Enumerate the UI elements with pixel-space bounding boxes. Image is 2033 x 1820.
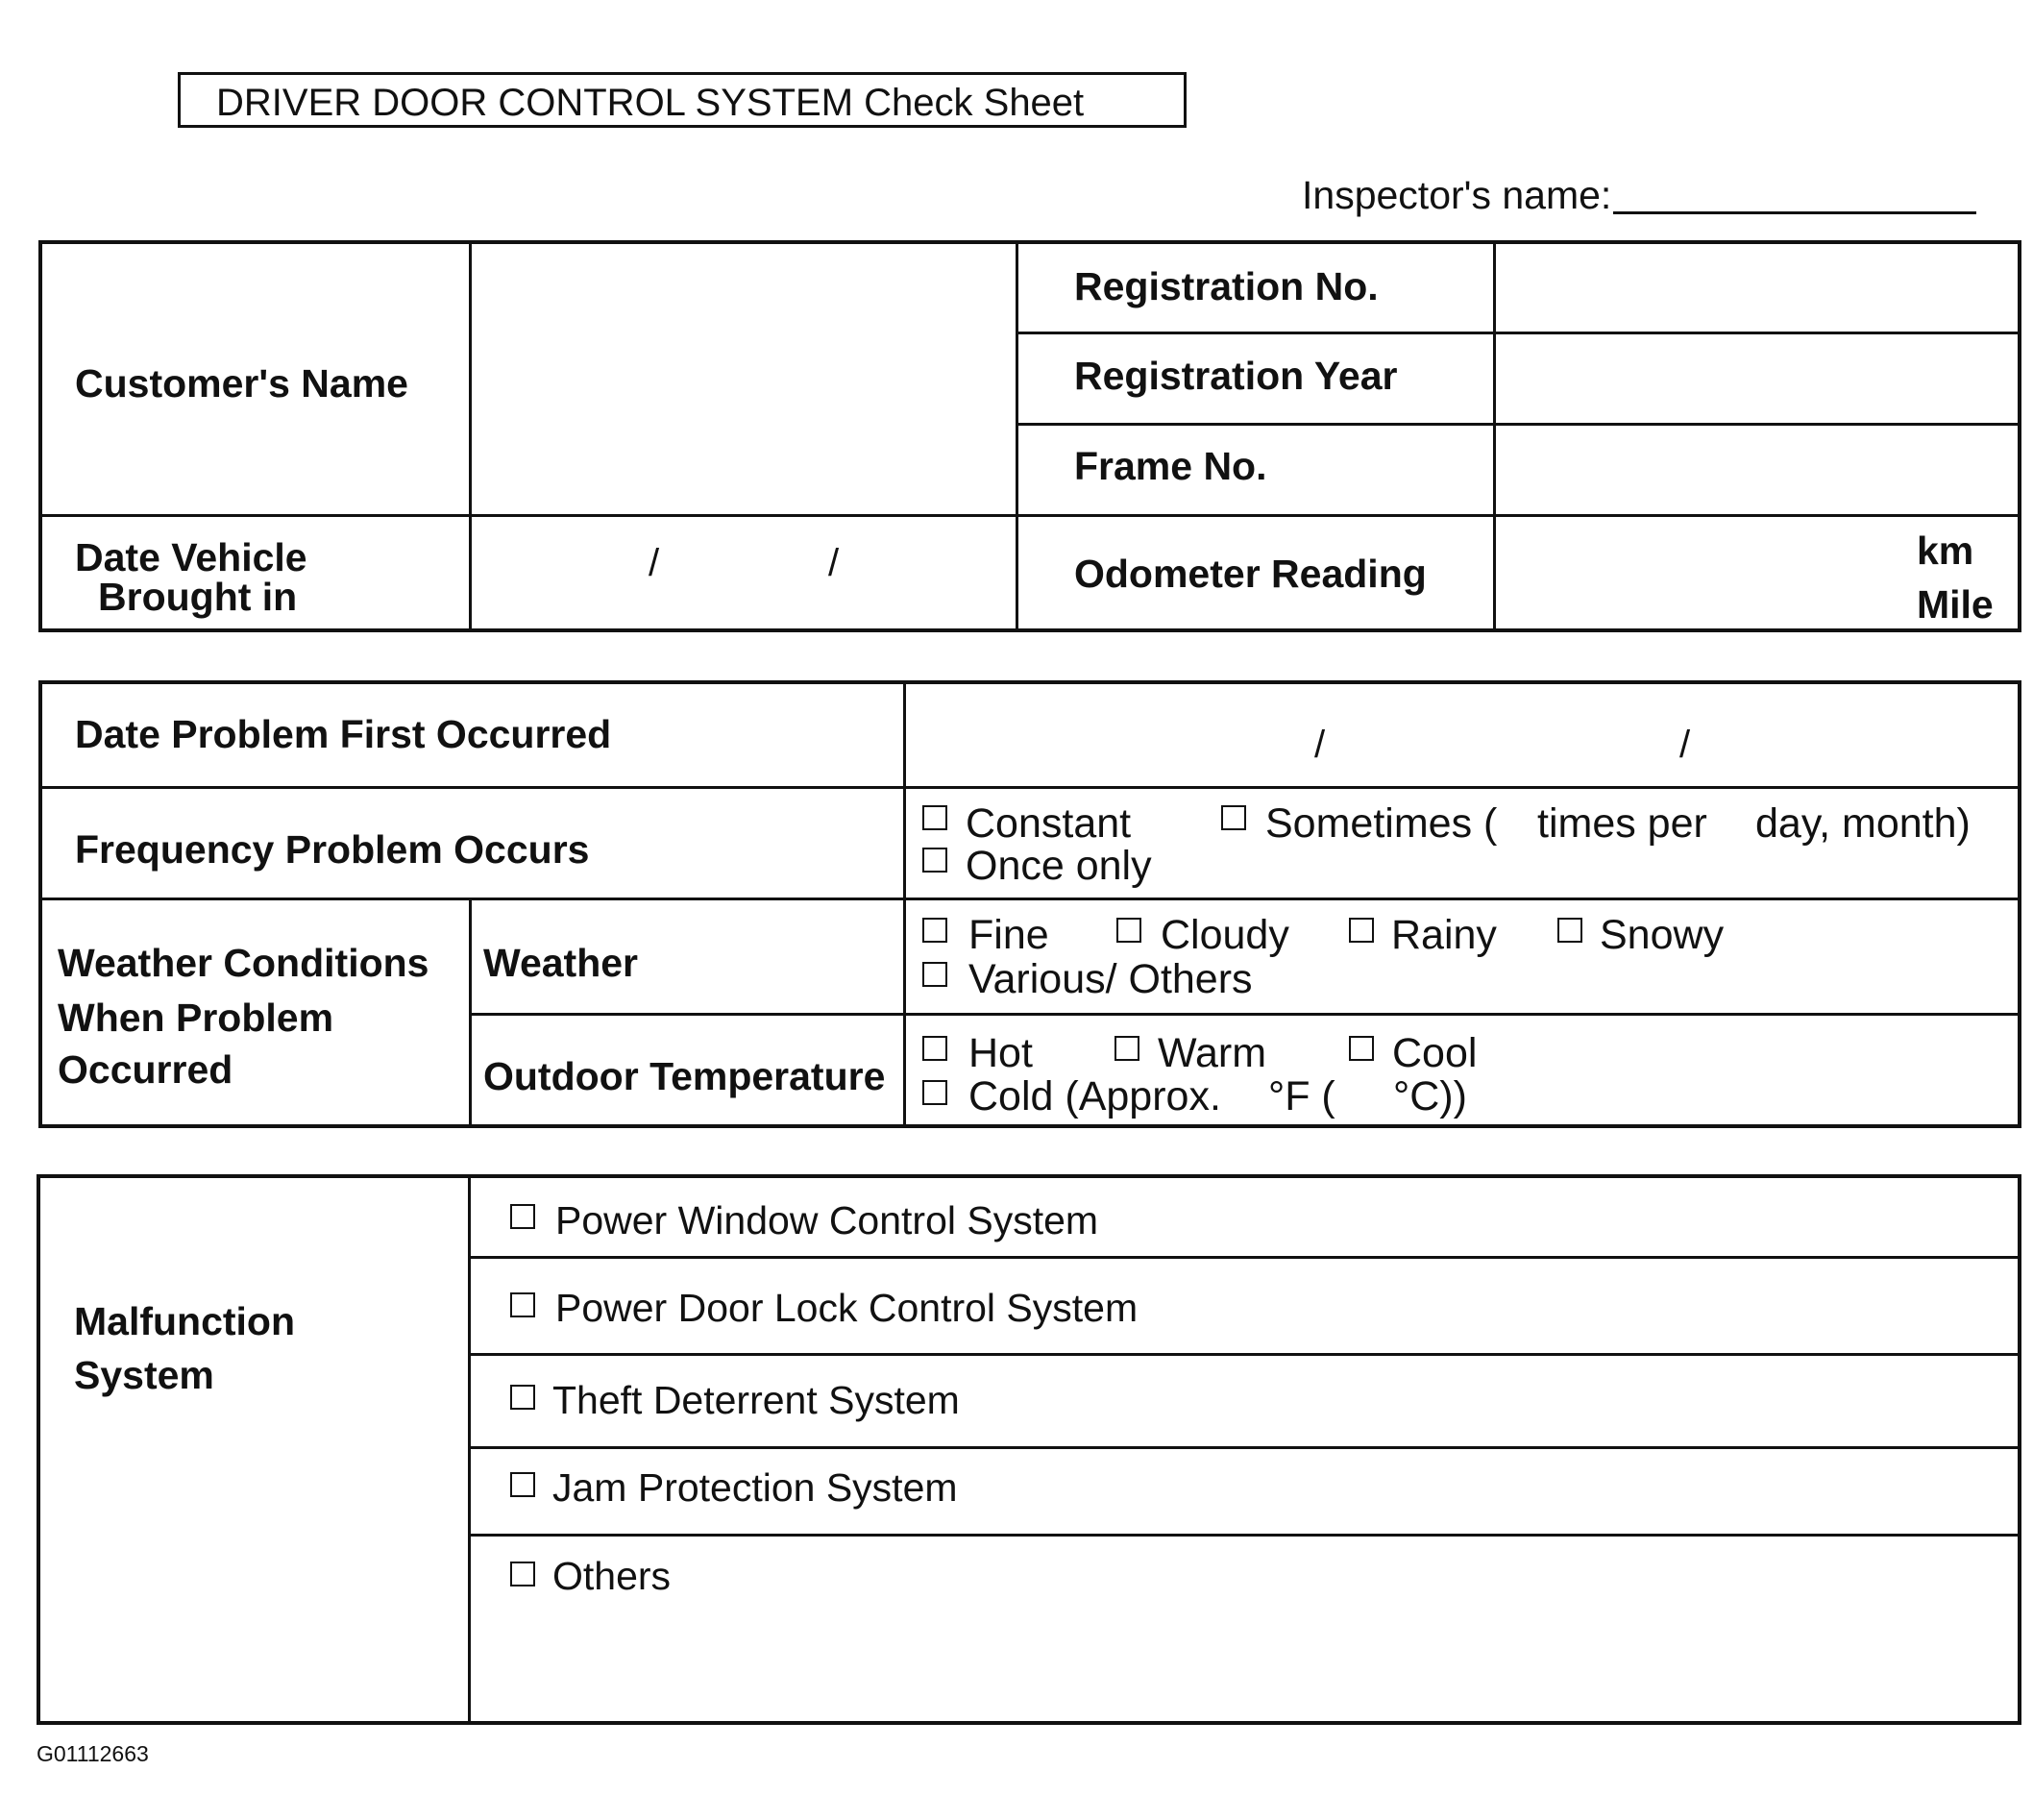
registration-no-field[interactable]: [1497, 244, 2018, 331]
weather-conditions-label-line3: Occurred: [58, 1047, 233, 1092]
power-window-option-label: Power Window Control System: [555, 1198, 1099, 1242]
date-brought-in-label-line1: Date Vehicle: [75, 535, 307, 579]
frame-no-label: Frame No.: [1074, 444, 1267, 488]
sheet-title-box: [178, 72, 1187, 128]
fine-option-label: Fine: [968, 912, 1049, 958]
constant-option-label: Constant: [966, 800, 1132, 847]
various-others-checkbox[interactable]: [922, 962, 947, 987]
weather-conditions-label-line1: Weather Conditions: [58, 941, 429, 985]
times-per-label: times per: [1537, 800, 1707, 847]
inspector-name-field[interactable]: [1613, 211, 1976, 214]
inspector-name-label: Inspector's name:: [1302, 173, 1612, 217]
power-door-lock-option-label: Power Door Lock Control System: [555, 1286, 1139, 1330]
malfunction-label-line1: Malfunction: [74, 1299, 296, 1343]
customers-name-label: Customer's Name: [75, 361, 408, 406]
odometer-reading-label: Odometer Reading: [1074, 552, 1427, 596]
once-only-option-label: Once only: [966, 843, 1152, 889]
date-separator: /: [649, 542, 660, 584]
sometimes-option-label: Sometimes (: [1265, 800, 1498, 847]
registration-no-label: Registration No.: [1074, 264, 1379, 308]
malfunction-label-line2: System: [74, 1353, 214, 1397]
cool-option-label: Cool: [1392, 1030, 1478, 1076]
hot-checkbox[interactable]: [922, 1036, 947, 1061]
cold-option-label: Cold (Approx.: [968, 1073, 1221, 1119]
cloudy-option-label: Cloudy: [1161, 912, 1289, 958]
others-description-field[interactable]: [472, 1610, 2017, 1721]
power-window-checkbox[interactable]: [510, 1204, 535, 1229]
registration-year-label: Registration Year: [1074, 354, 1398, 398]
weather-label: Weather: [483, 941, 639, 985]
jam-protection-checkbox[interactable]: [510, 1472, 535, 1497]
rainy-checkbox[interactable]: [1349, 918, 1374, 943]
date-separator: /: [828, 542, 840, 584]
figure-id: G01112663: [37, 1741, 149, 1766]
cold-checkbox[interactable]: [922, 1080, 947, 1105]
theft-deterrent-checkbox[interactable]: [510, 1385, 535, 1410]
constant-checkbox[interactable]: [922, 805, 947, 830]
date-first-occurred-field[interactable]: [907, 684, 2018, 784]
date-brought-in-label-line2: Brought in: [98, 575, 298, 619]
date-brought-in-field[interactable]: [473, 518, 1013, 629]
sometimes-checkbox[interactable]: [1221, 805, 1246, 830]
date-separator: /: [1314, 724, 1326, 766]
snowy-checkbox[interactable]: [1557, 918, 1582, 943]
snowy-option-label: Snowy: [1600, 912, 1725, 958]
others-checkbox[interactable]: [510, 1562, 535, 1586]
date-separator: /: [1679, 724, 1691, 766]
fine-checkbox[interactable]: [922, 918, 947, 943]
frequency-label: Frequency Problem Occurs: [75, 827, 590, 872]
registration-year-field[interactable]: [1497, 335, 2018, 422]
date-first-occurred-label: Date Problem First Occurred: [75, 712, 612, 756]
power-door-lock-checkbox[interactable]: [510, 1292, 535, 1317]
outdoor-temperature-label: Outdoor Temperature: [483, 1054, 886, 1098]
cloudy-checkbox[interactable]: [1116, 918, 1141, 943]
theft-deterrent-option-label: Theft Deterrent System: [552, 1378, 960, 1422]
hot-option-label: Hot: [968, 1030, 1033, 1076]
unit-mile: Mile: [1917, 582, 1994, 627]
unit-km: km: [1917, 529, 1974, 573]
jam-protection-option-label: Jam Protection System: [552, 1465, 958, 1510]
cool-checkbox[interactable]: [1349, 1036, 1374, 1061]
warm-checkbox[interactable]: [1114, 1036, 1139, 1061]
frame-no-field[interactable]: [1497, 427, 2018, 513]
customers-name-field[interactable]: [473, 244, 1013, 513]
others-option-label: Others: [552, 1554, 672, 1598]
weather-conditions-label-line2: When Problem: [58, 996, 334, 1040]
fahrenheit-unit: °F (: [1268, 1073, 1335, 1119]
celsius-unit: °C)): [1393, 1073, 1467, 1119]
sheet-title: DRIVER DOOR CONTROL SYSTEM Check Sheet: [216, 82, 1085, 124]
rainy-option-label: Rainy: [1391, 912, 1497, 958]
once-only-checkbox[interactable]: [922, 848, 947, 873]
warm-option-label: Warm: [1158, 1030, 1267, 1076]
various-others-option-label: Various/ Others: [968, 956, 1253, 1002]
day-month-label: day, month): [1755, 800, 1971, 847]
odometer-reading-field[interactable]: [1497, 518, 1881, 629]
